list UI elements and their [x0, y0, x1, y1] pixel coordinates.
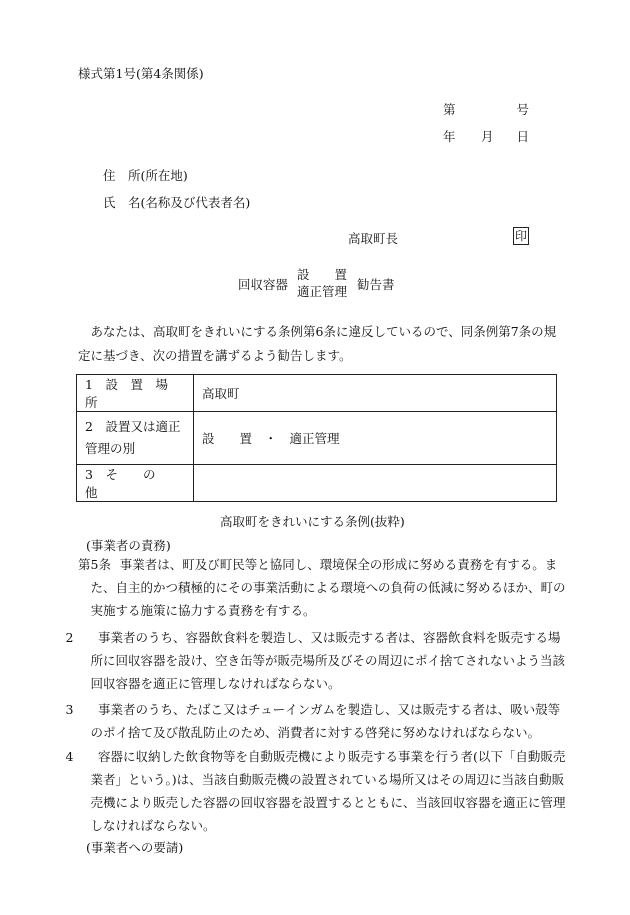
row-value: 設 置 ・ 適正管理	[194, 412, 557, 465]
doc-number-suffix: 号	[516, 102, 529, 117]
article-number: 第5条	[78, 557, 111, 572]
row-label: 1 設 置 場 所	[77, 375, 194, 412]
row-value	[194, 465, 557, 502]
section-heading: (事業者の責務)	[86, 538, 171, 553]
paragraph-text: 事業者のうち、たばこ又はチューインガムを製造し、又は販売する者は、吸い殻等のポイ捨て及び散乱防止のため、消費者に対する啓発に努めなければならない。	[90, 702, 561, 740]
paragraph-4	[65, 745, 569, 837]
date-day: 日	[516, 129, 529, 144]
section-heading: (事業者への要請)	[86, 840, 184, 855]
paragraph-2	[65, 626, 569, 695]
row-label: 2 設置又は適正管理の別	[77, 412, 194, 465]
paragraph-number: 2	[65, 630, 74, 645]
date-year: 年	[443, 129, 456, 144]
table-row	[77, 375, 557, 412]
paragraph-text: 容器に収納した飲食物等を自動販売機により販売する事業を行う者(以下「自動販売業者」という。)は、当該自動販売機の設置されている場所又はその周辺に当該自動販売機により販売した容器の回収容器を設置するとともに、当該回収容器を適正に管理しなければならない。	[90, 749, 566, 833]
paragraph-number: 3	[65, 702, 74, 717]
date-month: 月	[481, 129, 494, 144]
excerpt-title: 高取町をきれいにする条例(抜粋)	[220, 514, 405, 529]
table-row	[77, 465, 557, 502]
article-5	[78, 553, 569, 622]
paragraph-3	[65, 698, 569, 744]
recipient-address-label: 住 所(所在地)	[103, 168, 188, 183]
paragraph-text: 事業者のうち、容器飲食料を製造し、又は販売する者は、容器飲食料を販売する場所に回収容器を設け、空き缶等が販売場所及びその周辺にポイ捨てされないよう当該回収容器を適正に管理しなければならない。	[90, 630, 566, 691]
doc-title-options	[297, 266, 347, 300]
doc-number-prefix: 第	[443, 102, 456, 117]
measures-table	[76, 374, 557, 502]
doc-title-right: 勧告書	[357, 277, 395, 292]
title-option-install: 設 置	[297, 267, 348, 282]
issuer-title: 高取町長	[348, 231, 399, 246]
row-value: 高取町	[194, 375, 557, 412]
doc-title-left: 回収容器	[238, 277, 289, 292]
form-number: 様式第1号(第4条関係)	[78, 66, 204, 81]
table-row	[77, 412, 557, 465]
paragraph-number: 4	[65, 749, 74, 764]
seal-mark: 印	[515, 229, 528, 243]
intro-text: あなたは、高取町をきれいにする条例第6条に違反しているので、同条例第7条の規定に基づき、次の措置を講ずるよう勧告します。	[78, 324, 557, 363]
title-option-manage: 適正管理	[297, 284, 348, 299]
recipient-name-label: 氏 名(名称及び代表者名)	[103, 195, 251, 210]
article-text: 事業者は、町及び町民等と協同し、環境保全の形成に努める責務を有する。また、自主的かつ積極的にその事業活動による環境への負荷の低減に努めるほか、町の実施する施策に協力する責務を有する。	[90, 557, 566, 618]
row-label: 3 そ の 他	[77, 465, 194, 502]
